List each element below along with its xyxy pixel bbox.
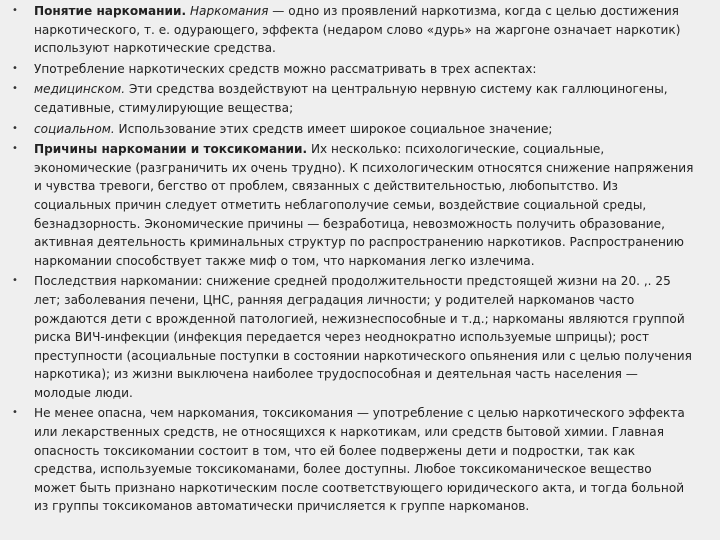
bullet-dot-icon: • (12, 407, 18, 419)
item-text: Употребление наркотических средств можно рассматривать в трех аспектах: (34, 61, 537, 76)
list-item-causes (0, 140, 720, 270)
bullet-dot-icon: • (12, 143, 18, 155)
item-heading: Причины наркомании и токсикомании. (34, 142, 308, 157)
item-text: Использование этих средств имеет широкое социальное значение; (114, 121, 553, 136)
item-text: Их несколько: психологические, социальные, экономические (разграничить их очень трудно). К психологическим относятся снижение напряжения и чувства тревоги, бегство от проблем, связанных с действительностью, любопытство. Из социальных причин следует отметить неблагополучие семьи, воздействие социальной среды, безнадзорность. Экономические причины — безработица, невозможность получить образование, активная деятельность криминальных структур по распространению наркотиков. Распространению наркомании способствует также миф о том, что наркомания легко излечима. (34, 142, 694, 268)
item-text: — одно из проявлений наркотизма, когда с целью достижения наркотического, т. е. одурающего, эффекта (недаром слово «дурь» на жаргоне означает наркотик) используют наркотические средства. (34, 4, 681, 56)
item-emphasis: социальном. (34, 121, 115, 136)
bullet-dot-icon: • (12, 122, 18, 134)
list-item-concept (0, 2, 720, 58)
item-emphasis: медицинском. (34, 82, 126, 97)
list-item-toxicomania (0, 404, 720, 516)
list-item-medical (0, 80, 720, 117)
list-item-social (0, 120, 720, 139)
list-item-aspects (0, 60, 720, 79)
bullet-dot-icon: • (12, 62, 18, 74)
bullet-dot-icon: • (12, 83, 18, 95)
bullet-dot-icon: • (12, 5, 18, 16)
item-text: Эти средства воздействуют на центральную нервную систему как галлюциногены, седативные, стимулирующие вещества; (34, 82, 668, 115)
item-heading: Понятие наркомании. (34, 4, 187, 18)
list-item-consequences (0, 272, 720, 402)
bullet-dot-icon: • (12, 275, 18, 287)
item-text: Не менее опасна, чем наркомания, токсикомания — употребление с целью наркотического эффекта или лекарственных средств, не относящихся к наркотикам, или средств бытовой химии. Главная опасность токсикомании состоит в том, что ей более подвержены дети и подростки, так как средства, используемые токсикоманами, более доступны. Любое токсикоманическое вещество может быть признано наркотическим после соответствующего юридического акта, и тогда больной из группы токсикоманов автоматически причисляется к группе наркоманов. (34, 406, 685, 514)
bullet-list (0, 2, 720, 516)
item-text: Последствия наркомании: снижение средней продолжительности предстоящей жизни на 20. ,. 25 лет; заболевания печени, ЦНС, ранняя деградация личности; у родителей наркоманов часто рождаются дети с врожденной патологией, нежизнеспособные и т.д.; наркоманы являются группой риска ВИЧ-инфекции (инфекция передается через неоднократно используемые шприцы); рост преступности (асоциальные поступки в состоянии наркотического опьянения или с целью получения наркотика); из жизни выключена наиболее трудоспособная и деятельная часть населения — молодые люди. (34, 274, 692, 400)
item-emphasis: Наркомания (189, 4, 269, 18)
